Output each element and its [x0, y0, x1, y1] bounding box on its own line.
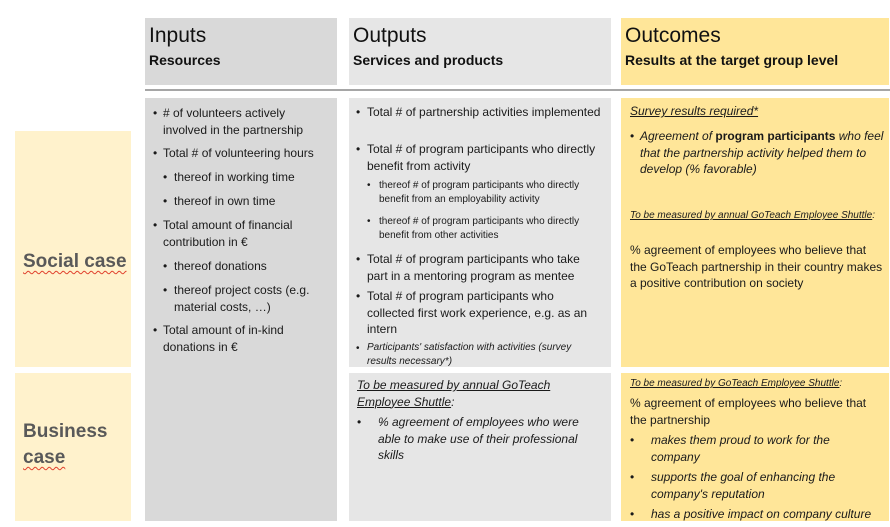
list-item: Total # of partnership activities implemented: [367, 105, 601, 119]
measure-heading: To be measured by annual GoTeach Employee Shuttle:: [357, 378, 551, 409]
header-divider: [145, 89, 890, 91]
header-outputs-title: Outputs: [353, 24, 427, 47]
outputs-business-cell: [349, 373, 611, 521]
outcomes-business-cell: [621, 373, 889, 521]
bullet-icon: •: [163, 283, 168, 297]
business-case-label-line1: Business: [23, 421, 108, 442]
list-item: # of volunteers actively involved in the partnership: [163, 106, 304, 137]
bullet-icon: •: [356, 142, 361, 156]
list-item: supports the goal of enhancing the company's reputation: [651, 470, 836, 501]
header-inputs-subtitle: Resources: [149, 52, 221, 68]
header-outputs: [349, 18, 611, 85]
bullet-icon: •: [367, 216, 371, 227]
bullet-icon: •: [357, 415, 362, 429]
bullet-icon: •: [356, 105, 361, 119]
bullet-icon: •: [153, 146, 158, 160]
statement: % agreement of employees who believe that the partnership: [630, 396, 867, 427]
list-item: Total amount of financial contribution in €: [163, 218, 293, 249]
row-label-social: [15, 131, 131, 367]
list-item: thereof donations: [174, 259, 267, 273]
header-outcomes: [621, 18, 889, 85]
measure-heading: To be measured by GoTeach Employee Shuttle:: [630, 378, 843, 389]
list-item: thereof in working time: [174, 170, 295, 184]
header-outcomes-title: Outcomes: [625, 24, 721, 47]
list-item: thereof # of program participants who directly benefit from an employability activity: [379, 180, 580, 205]
bullet-icon: •: [163, 170, 168, 184]
header-inputs: [145, 18, 337, 85]
bullet-icon: •: [356, 252, 361, 266]
list-item: Total # of program participants who take part in a mentoring program as mentee: [367, 252, 580, 283]
list-item: thereof # of program participants who directly benefit from other activities: [379, 216, 580, 241]
social-case-label: Social case: [23, 251, 127, 272]
header-outcomes-subtitle: Results at the target group level: [625, 52, 839, 68]
list-item: Participants' satisfaction with activities (survey results necessary*): [367, 342, 572, 367]
list-item: Agreement of program participants who feel that the partnership activity helped them to develop (% favorable): [640, 129, 884, 176]
bullet-icon: •: [630, 433, 635, 447]
bullet-icon: •: [630, 507, 635, 521]
bullet-icon: •: [153, 106, 158, 120]
list-item: Total # of program participants who collected first work experience, e.g. as an intern: [367, 289, 588, 336]
statement: % agreement of employees who believe that the GoTeach partnership in their country makes a positive contribution on society: [630, 243, 883, 290]
list-item: has a positive impact on company culture: [651, 507, 872, 521]
list-item: makes them proud to work for the company: [651, 433, 830, 464]
outcomes-social-cell: [621, 98, 889, 367]
business-case-label-line2: case: [23, 447, 66, 468]
bullet-icon: •: [356, 343, 360, 354]
measure-heading: To be measured by annual GoTeach Employee Shuttle:: [630, 210, 875, 221]
bullet-icon: •: [163, 194, 168, 208]
list-item: Total amount of in-kind donations in €: [163, 323, 284, 354]
bullet-icon: •: [367, 180, 371, 191]
survey-note: Survey results required*: [630, 104, 759, 118]
header-outputs-subtitle: Services and products: [353, 52, 504, 68]
list-item: thereof project costs (e.g. material costs, …): [174, 283, 310, 314]
bullet-icon: •: [356, 289, 361, 303]
outputs-social-cell: [349, 98, 611, 367]
list-item: thereof in own time: [174, 194, 276, 208]
list-item: Total # of volunteering hours: [163, 146, 314, 160]
list-item: Total # of program participants who directly benefit from activity: [367, 142, 596, 173]
bullet-icon: •: [153, 218, 158, 232]
list-item: % agreement of employees who were able to make use of their professional skills: [378, 415, 579, 462]
bullet-icon: •: [630, 470, 635, 484]
bullet-icon: •: [163, 259, 168, 273]
bullet-icon: •: [630, 129, 635, 143]
header-inputs-title: Inputs: [149, 24, 207, 47]
row-label-business: [15, 373, 131, 521]
bullet-icon: •: [153, 323, 158, 337]
inputs-cell: [145, 98, 337, 521]
